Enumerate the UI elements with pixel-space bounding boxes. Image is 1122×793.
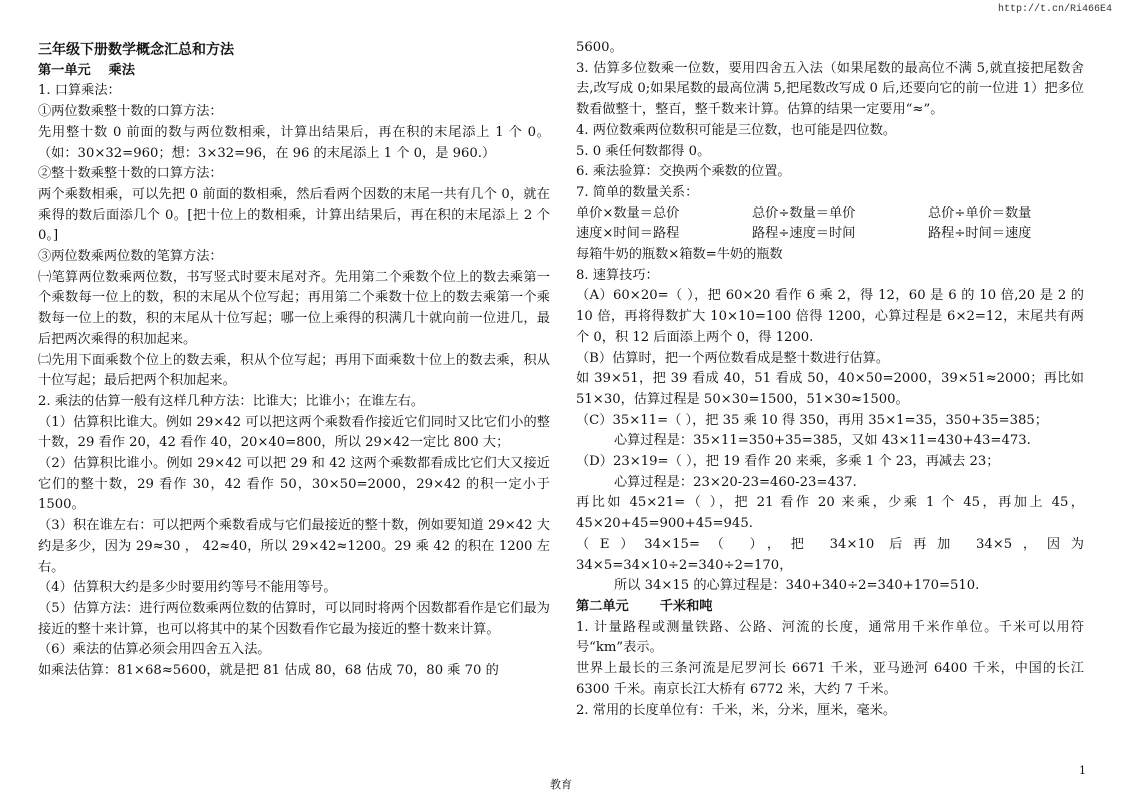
paragraph: 1. 计量路程或测量铁路、公路、河流的长度，通常用千米作单位。千米可以用符号“km”表示。: [576, 619, 1084, 656]
relation-row: [576, 224, 1084, 245]
paragraph: （2）估算积比谁小。例如 29×42 可以把 29 和 42 这两个乘数都看成比它们大又接近它们的整十数，29 看作 30，42 看作 50，30×50=2000，29×42 的积一定小于 1500。: [38, 456, 550, 513]
paragraph: ③两位数乘两位数的笔算方法：: [38, 249, 223, 265]
paragraph: （C）35×11=（ ），把 35 乘 10 得 350，再用 35×1=35，350+35=385；: [576, 412, 1048, 428]
paragraph: 4. 两位数乘两位数积可能是三位数，也可能是四位数。: [576, 122, 897, 138]
document-title: 三年级下册数学概念汇总和方法: [38, 42, 234, 58]
paragraph: 5. 0 乘任何数都得 0。: [576, 143, 711, 159]
paragraph: 2. 常用的长度单位有：千米，米，分米，厘米，毫米。: [576, 702, 897, 718]
paragraph: 3. 估算多位数乘一位数，要用四舍五入法（如果尾数的最高位不满 5,就直接把尾数舍去,改写成 0;如果尾数的最高位满 5,把尾数改写成 0 后,还要向它的前一位进 1）把多位数看做整十，整百，整千数来计算。估算的结果一定要用“≈”。: [576, 60, 1084, 118]
relation-formula: 路程÷时间＝速度: [928, 226, 1032, 242]
paragraph: ②整十数乘整十数的口算方法：: [38, 166, 223, 182]
paragraph: （A）60×20=（ ），把 60×20 看作 6 乘 2，得 12，60 是 6 的 10 倍,20 是 2 的 10 倍，再将得数扩大 10×10=100 倍得 1200，心算过程是 6×2=12，末尾共有两个 0，积 12 后面添上两个 0，得 1200.: [576, 288, 1084, 345]
paragraph: 每箱牛奶的瓶数×箱数=牛奶的瓶数: [576, 247, 783, 263]
page-number: 1: [1079, 764, 1086, 777]
paragraph: 所以 34×15 的心算过程是：340+340÷2=340+170=510.: [614, 578, 980, 594]
paragraph: 1. 口算乘法：: [38, 83, 121, 99]
paragraph: ①两位数乘整十数的口算方法：: [38, 104, 223, 120]
unit-heading: 第二单元 千米和吨: [576, 598, 713, 614]
paragraph: 两个乘数相乘，可以先把 0 前面的数相乘，然后看两个因数的末尾一共有几个 0，就在乘得的数后面添几个 0。[把十位上的数相乘，计算出结果后，再在积的末尾添上 2 个 0。]: [38, 186, 550, 244]
paragraph: 再比如 45×21=（ ），把 21 看作 20 来乘，少乘 1 个 45，再加上 45，45×20+45=900+45=945.: [576, 495, 1084, 532]
paragraph: ㈠笔算两位数乘两位数，书写竖式时要末尾对齐。先用第二个乘数个位上的数去乘第一个乘数每一位上的数，积的末尾从个位写起；再用第二个乘数十位上的数去乘第一个乘数每一位上的数，积的末尾从十位写起；哪一位上乘得的积满几十就向前一位进几，最后把两次乘得的积加起来。: [38, 269, 550, 347]
paragraph: 2. 乘法的估算一般有这样几种方法：比谁大；比谁小；在谁左右。: [38, 393, 425, 409]
paragraph: 如 39×51，把 39 看成 40，51 看成 50，40×50=2000，39×51≈2000；再比如 51×30，估算过程是 50×30=1500，51×30≈1500。: [576, 371, 1084, 407]
paragraph: 7. 简单的数量关系：: [576, 184, 699, 200]
relation-formula: 总价÷单价＝数量: [928, 205, 1032, 221]
relation-formula: 速度×时间＝路程: [576, 226, 680, 242]
paragraph: （E）34×15=（ ），把 34×10 后再加 34×5，因为 34×5=34×10÷2=340÷2=170，: [576, 536, 1084, 573]
paragraph: 如乘法估算：81×68≈5600，就是把 81 估成 80，68 估成 70，80 乘 70 的: [38, 663, 499, 679]
relation-row: [576, 204, 1084, 225]
paragraph: （6）乘法的估算必须会用四舍五入法。: [38, 642, 271, 658]
relation-formula: 路程÷速度＝时间: [752, 226, 856, 242]
paragraph: （4）估算积大约是多少时要用约等号不能用等号。: [38, 580, 337, 596]
paragraph: 先用整十数 0 前面的数与两位数相乘，计算出结果后，再在积的末尾添上 1 个 0。（如：30×32=960；想：3×32=96，在 96 的末尾添上 1 个 0，是 960.）: [38, 124, 550, 161]
paragraph: 心算过程是：23×20-23=460-23=437.: [614, 474, 857, 490]
relation-formula: 单价×数量＝总价: [576, 205, 680, 221]
paragraph: 5600。: [576, 40, 623, 55]
unit-heading: 第一单元 乘法: [38, 62, 135, 78]
paragraph: ㈡先用下面乘数个位上的数去乘，积从个位写起；再用下面乘数十位上的数去乘，积从十位写起；最后把两个积加起来。: [38, 352, 550, 389]
paragraph: 6. 乘法验算：交换两个乘数的位置。: [576, 164, 791, 180]
paragraph: 心算过程是：35×11=350+35=385，又如 43×11=430+43=473.: [614, 433, 1031, 449]
paragraph: 8. 速算技巧：: [576, 267, 659, 283]
paragraph: （1）估算积比谁大。例如 29×42 可以把这两个乘数看作接近它们同时又比它们小的整十数，29 看作 20，42 看作 40，20×40=800，所以 29×42一定比 800 大；: [38, 414, 550, 451]
relation-formula: 总价÷数量＝单价: [752, 205, 856, 221]
paragraph: （5）估算方法：进行两位数乘两位数的估算时，可以同时将两个因数都看作是它们最为接近的整十来计算，也可以将其中的某个因数看作它最为接近的整十数来计算。: [38, 600, 550, 637]
paragraph: 世界上最长的三条河流是尼罗河长 6671 千米，亚马逊河 6400 千米，中国的长江 6300 千米。南京长江大桥有 6772 米，大约 7 千米。: [576, 661, 1084, 697]
left-column: [38, 40, 550, 682]
paragraph: （3）积在谁左右：可以把两个乘数看成与它们最接近的整十数，例如要知道 29×42 大约是多少，因为 29≈30 ， 42≈40，所以 29×42≈1200。29 乘 42 的积在 1200 左右。: [38, 518, 550, 575]
paragraph: （D）23×19=（ ），把 19 看作 20 来乘，多乘 1 个 23，再减去 23；: [576, 454, 1000, 470]
right-column: [576, 38, 1084, 721]
paragraph: （B）估算时，把一个两位数看成是整十数进行估算。: [576, 350, 890, 366]
page-footer: 教育: [550, 778, 572, 791]
source-url: http://t.cn/Ri466E4: [997, 4, 1112, 15]
